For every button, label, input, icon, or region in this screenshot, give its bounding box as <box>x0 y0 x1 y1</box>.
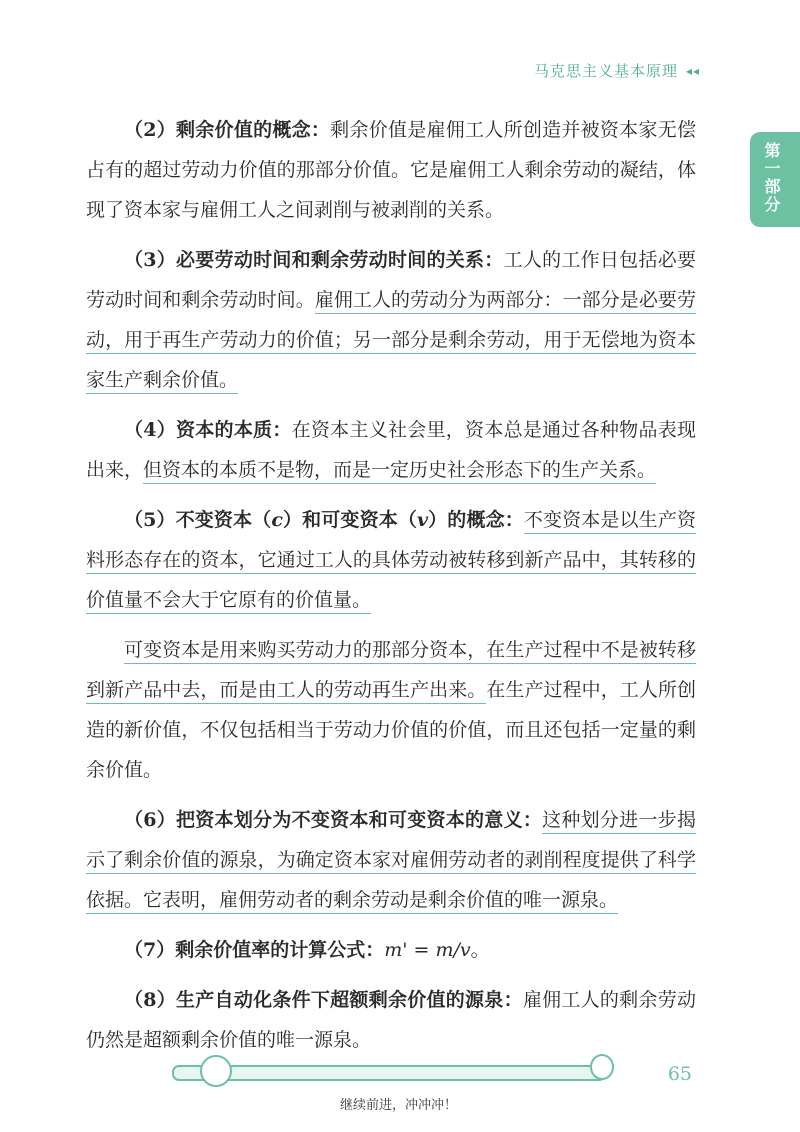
mascot-icon <box>200 1055 232 1087</box>
symbol-c: c <box>271 509 283 531</box>
paragraph-8 <box>86 980 696 1060</box>
paragraph-7 <box>86 930 696 970</box>
paragraph-4-text: 在资本主义社会里，资本总是通过各种物品表现出来， <box>86 419 696 481</box>
paragraph-5-heading-a: （5）不变资本（ <box>124 509 272 531</box>
surplus-rate-formula: m' = m/v <box>384 939 471 961</box>
paragraph-5-highlight: 不变资本是以生产资料形态存在的资本，它通过工人的具体劳动被转移到新产品中，其转移的价值量不会大于它原有的价值量。 <box>86 509 696 614</box>
running-header <box>534 60 700 81</box>
paragraph-2 <box>86 110 696 230</box>
paragraph-4-highlight: 但资本的本质不是物，而是一定历史社会形态下的生产关系。 <box>143 459 656 484</box>
header-title: 马克思主义基本原理 <box>533 62 678 80</box>
paragraph-8-heading: （8）生产自动化条件下超额剩余价值的源泉： <box>124 989 523 1011</box>
double-arrow-icon: ◂◂ <box>685 63 700 78</box>
paragraph-3-text: 工人的工作日包括必要劳动时间和剩余劳动时间。 <box>86 249 696 311</box>
paragraph-5-heading-b: ）和可变资本（ <box>282 509 417 531</box>
paragraph-6-heading: （6）把资本划分为不变资本和可变资本的意义： <box>124 809 543 831</box>
symbol-v: v <box>416 509 429 531</box>
paragraph-5-heading-c: ）的概念： <box>428 509 524 531</box>
paragraph-7-heading: （7）剩余价值率的计算公式： <box>124 939 385 961</box>
footer-progress-bar <box>172 1065 606 1081</box>
footer-slogan: 继续前进，冲冲冲！ <box>340 1098 458 1113</box>
footer-end-icon <box>590 1054 614 1080</box>
paragraph-5-heading <box>124 509 524 531</box>
paragraph-6 <box>86 800 696 920</box>
paragraph-5b <box>86 630 696 790</box>
paragraph-4-heading: （4）资本的本质： <box>124 419 292 441</box>
paragraph-5b-text: 在生产过程中，工人所创造的新价值，不仅包括相当于劳动力价值的价值，而且还包括一定量的剩余价值。 <box>86 679 696 781</box>
paragraph-4 <box>86 410 696 490</box>
section-tab <box>750 132 800 227</box>
page-content <box>86 110 696 1070</box>
paragraph-7-end: 。 <box>470 939 490 961</box>
paragraph-5 <box>86 500 696 620</box>
paragraph-2-heading: （2）剩余价值的概念： <box>124 119 331 141</box>
paragraph-8-text: 雇佣工人的剩余劳动仍然是超额剩余价值的唯一源泉。 <box>86 989 696 1051</box>
paragraph-3-heading: （3）必要劳动时间和剩余劳动时间的关系： <box>124 249 504 271</box>
paragraph-3-highlight: 雇佣工人的劳动分为两部分：一部分是必要劳动，用于再生产劳动力的价值；另一部分是剩余劳动，用于无偿地为资本家生产剩余价值。 <box>86 289 696 394</box>
page-number: 65 <box>667 1063 692 1085</box>
paragraph-6-highlight: 这种划分进一步揭示了剩余价值的源泉，为确定资本家对雇佣劳动者的剥削程度提供了科学依据。它表明，雇佣劳动者的剩余劳动是剩余价值的唯一源泉。 <box>86 809 696 914</box>
paragraph-3 <box>86 240 696 400</box>
section-tab-label: 第一部分 <box>762 142 781 214</box>
paragraph-2-text: 剩余价值是雇佣工人所创造并被资本家无偿占有的超过劳动力价值的那部分价值。它是雇佣工人剩余劳动的凝结，体现了资本家与雇佣工人之间剥削与被剥削的关系。 <box>86 119 696 221</box>
paragraph-5b-highlight: 可变资本是用来购买劳动力的那部分资本，在生产过程中不是被转移到新产品中去，而是由工人的劳动再生产出来。 <box>86 639 696 704</box>
